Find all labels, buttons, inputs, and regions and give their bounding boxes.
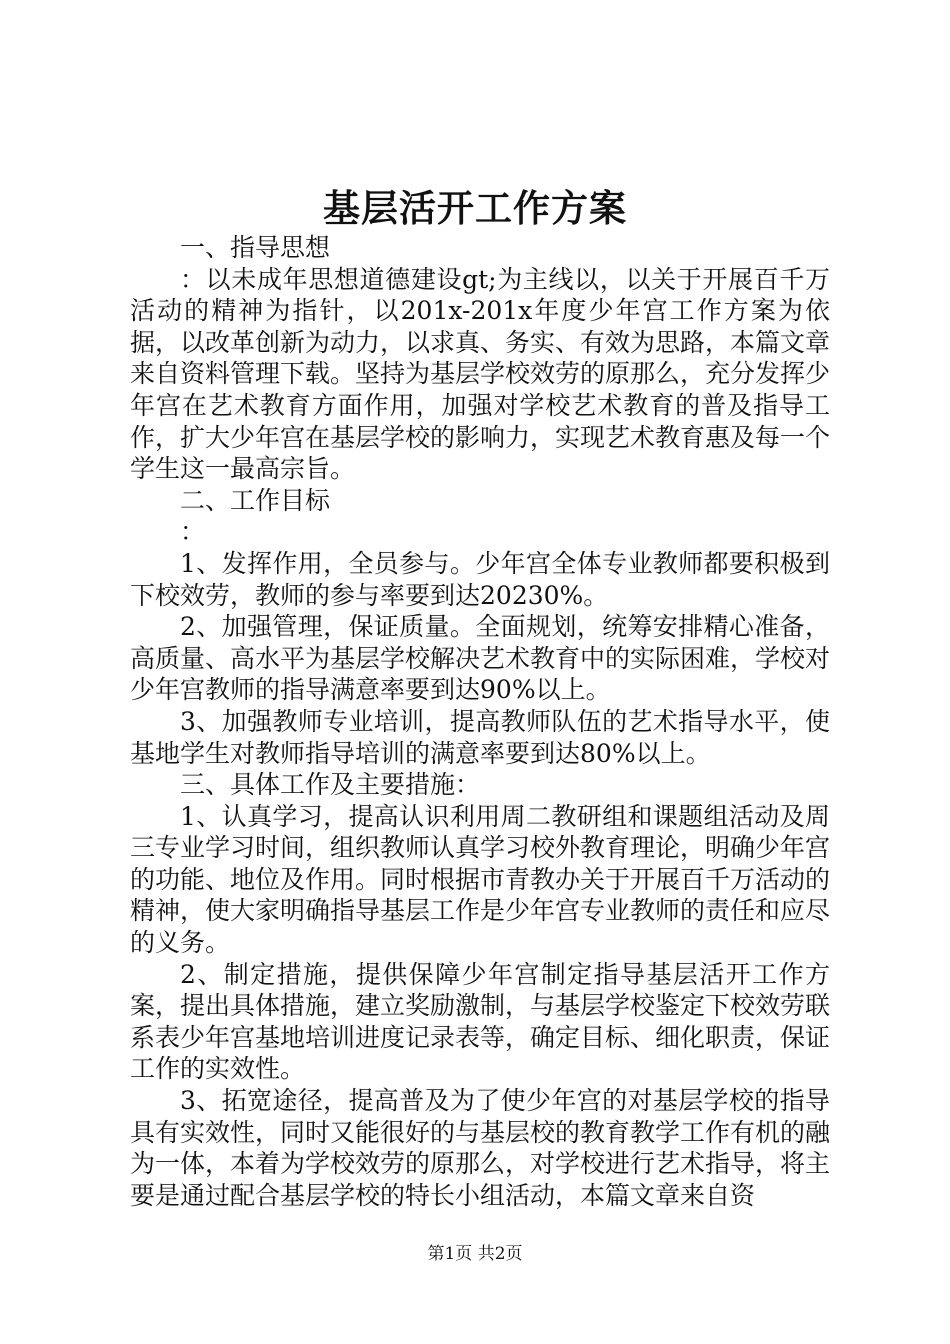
- section-heading-measures: 三、具体工作及主要措施：: [180, 770, 481, 800]
- section-heading-guiding-ideology: 一、指导思想: [180, 233, 331, 262]
- paragraph: ：: [180, 517, 206, 547]
- paragraph: 2、加强管理，保证质量。全面规划，统筹安排精心准备，高质量、高水平为基层学校解决艺术教育中的实际困难，学校对少年宫教师的指导满意率要到达90%以上。: [130, 612, 831, 705]
- page-number-footer: 第1页 共2页: [427, 1244, 523, 1264]
- document-title: 基层活开工作方案: [323, 186, 627, 230]
- paragraph: 3、加强教师专业培训，提高教师队伍的艺术指导水平，使基地学生对教师指导培训的满意率要到达80%以上。: [130, 706, 830, 768]
- paragraph: 1、发挥作用，全员参与。少年宫全体专业教师都要积极到下校效劳，教师的参与率要到达20230%。: [130, 548, 830, 610]
- paragraph: 3、拓宽途径，提高普及为了使少年宫的对基层学校的指导具有实效性，同时又能很好的与基层校的教育教学工作有机的融为一体，本着为学校效劳的原那么，对学校进行艺术指导，将主要是通过配合基层学校的特长小组活动，本篇文章来自资: [130, 1086, 831, 1210]
- section-heading-work-goals: 二、工作目标: [180, 485, 331, 515]
- document-body: [130, 232, 830, 1211]
- paragraph: 1、认真学习，提高认识利用周二教研组和课题组活动及周三专业学习时间，组织教师认真学习校外教育理论，明确少年宫的功能、地位及作用。同时根据市青教办关于开展百千万活动的精神，使大家明确指导基层工作是少年宫专业教师的责任和应尽的义务。: [130, 801, 831, 958]
- paragraph: 2、制定措施，提供保障少年宫制定指导基层活开工作方案，提出具体措施，建立奖励激制，与基层学校鉴定下校效劳联系表少年宫基地培训进度记录表等，确定目标、细化职责，保证工作的实效性。: [130, 959, 831, 1084]
- paragraph: ：以未成年思想道德建设gt;为主线以，以关于开展百千万活动的精神为指针，以201x-201x年度少年宫工作方案为依据，以改革创新为动力，以求真、务实、有效为思路，本篇文章来自资料管理下载。坚持为基层学校效劳的原那么，充分发挥少年宫在艺术教育方面作用，加强对学校艺术教育的普及指导工作，扩大少年宫在基层学校的影响力，实现艺术教育惠及每一个学生这一最高宗旨。: [130, 264, 831, 484]
